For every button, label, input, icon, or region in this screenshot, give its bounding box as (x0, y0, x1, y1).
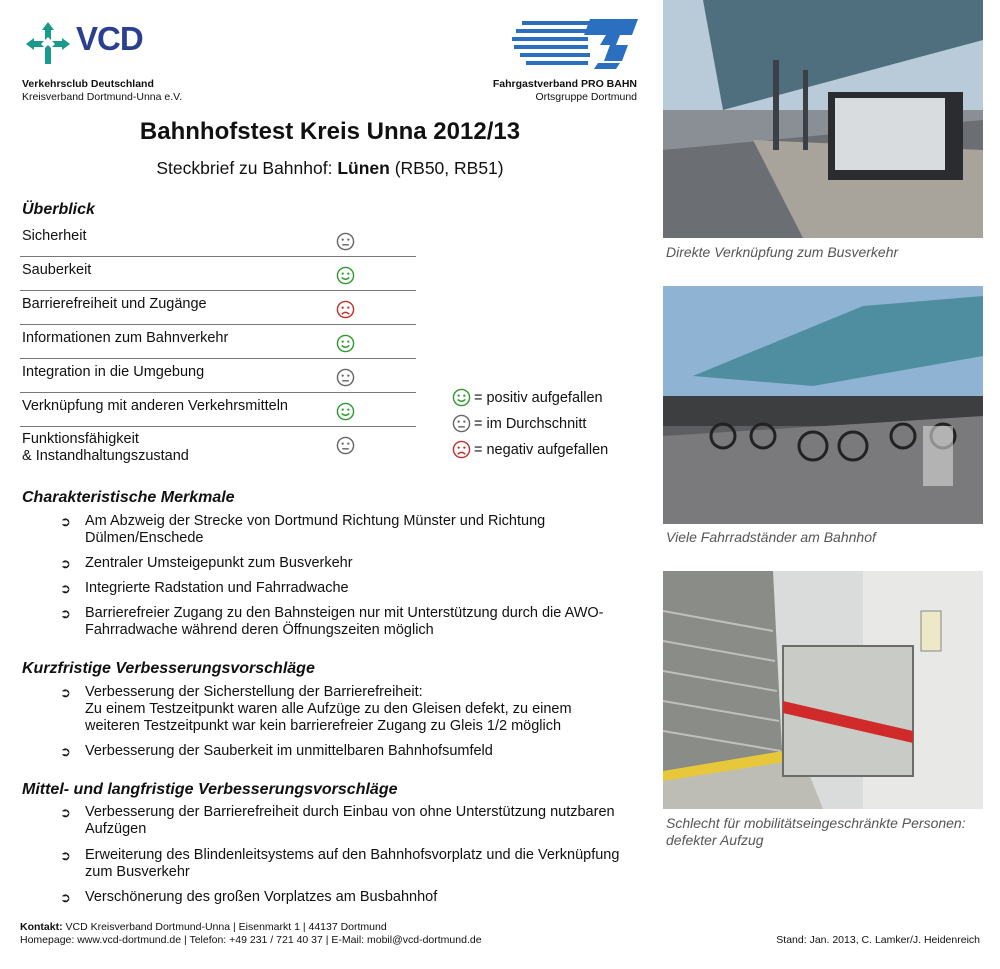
overview-heading: Überblick (22, 201, 95, 218)
photo-caption: Direkte Verknüpfung zum Busverkehr (666, 244, 899, 260)
photo-bicycle-racks (663, 286, 983, 524)
overview-row-label: Funktionsfähigkeit (22, 431, 139, 447)
photo-bus-connection (663, 0, 983, 238)
overview-row-integration (20, 360, 416, 393)
arrow-right-icon: ➲ (60, 805, 71, 820)
probahn-org-branch: Ortsgruppe Dortmund (535, 91, 637, 103)
legend-positive-label: = positiv aufgefallen (474, 390, 603, 406)
footer-homepage: Homepage: www.vcd-dortmund.de | Telefon: +49 231 / 721 40 37 | E-Mail: mobil@vcd-dortmund.de (20, 934, 482, 946)
vcd-org-name: Verkehrsclub Deutschland (22, 78, 154, 90)
arrow-right-icon: ➲ (60, 890, 71, 905)
overview-row-sicherheit (20, 224, 416, 257)
photo-caption-line2: defekter Aufzug (666, 832, 764, 848)
arrow-right-icon: ➲ (60, 848, 71, 863)
overview-row-label: Verknüpfung mit anderen Verkehrsmitteln (22, 398, 288, 414)
legend-neutral-label: = im Durchschnitt (474, 416, 587, 432)
vcd-logo-text: VCD (76, 20, 143, 57)
neutral-face-icon (336, 436, 355, 455)
arrow-right-icon: ➲ (60, 744, 71, 759)
neutral-face-icon (336, 368, 355, 387)
overview-row-funktionsfaehigkeit (20, 428, 416, 468)
page-title: Bahnhofstest Kreis Unna 2012/13 (139, 118, 521, 145)
probahn-logo-icon (512, 15, 640, 71)
probahn-org-name: Fahrgastverband PRO BAHN (492, 78, 637, 90)
overview-row-label: Sicherheit (22, 228, 87, 244)
subtitle-prefix: Steckbrief zu Bahnhof: (156, 158, 338, 178)
legend-negative-label: = negativ aufgefallen (474, 442, 609, 458)
station-lines: (RB50, RB51) (389, 158, 504, 178)
overview-row-sauberkeit (20, 258, 416, 291)
page-subtitle (0, 158, 660, 179)
footer-contact-label: Kontakt: (20, 921, 63, 933)
arrow-right-icon: ➲ (60, 514, 71, 529)
arrow-right-icon: ➲ (60, 556, 71, 571)
footer-contact-text: VCD Kreisverband Dortmund-Unna | Eisenmarkt 1 | 44137 Dortmund (62, 921, 387, 933)
overview-row-label-line2: & Instandhaltungszustand (22, 448, 189, 464)
positive-face-icon (452, 388, 471, 407)
long-term-heading: Mittel- und langfristige Verbesserungsvorschläge (22, 781, 398, 798)
arrow-right-icon: ➲ (60, 685, 71, 700)
footer-contact (20, 921, 387, 933)
overview-row-label: Integration in die Umgebung (22, 364, 205, 380)
negative-face-icon (336, 300, 355, 319)
positive-face-icon (336, 334, 355, 353)
neutral-face-icon (336, 232, 355, 251)
arrow-right-icon: ➲ (60, 581, 71, 596)
overview-row-label: Barrierefreiheit und Zugänge (22, 296, 207, 312)
neutral-face-icon (452, 414, 471, 433)
characteristics-heading: Charakteristische Merkmale (22, 489, 235, 506)
short-term-heading: Kurzfristige Verbesserungsvorschläge (22, 660, 315, 677)
vcd-org-branch: Kreisverband Dortmund-Unna e.V. (22, 91, 183, 103)
station-name: Lünen (337, 158, 390, 178)
negative-face-icon (452, 440, 471, 459)
vcd-logo-icon (24, 20, 72, 66)
photo-caption: Schlecht für mobilitätseingeschränkte Personen: (666, 815, 966, 831)
positive-face-icon (336, 402, 355, 421)
positive-face-icon (336, 266, 355, 285)
overview-row-label: Sauberkeit (22, 262, 92, 278)
overview-row-barrierefreiheit (20, 292, 416, 325)
overview-row-informationen (20, 326, 416, 359)
photo-defect-elevator (663, 571, 983, 809)
footer-stand: Stand: Jan. 2013, C. Lamker/J. Heidenreich (776, 934, 980, 946)
photo-caption: Viele Fahrradständer am Bahnhof (666, 529, 876, 545)
overview-row-verknuepfung (20, 394, 416, 427)
arrow-right-icon: ➲ (60, 606, 71, 621)
overview-row-label: Informationen zum Bahnverkehr (22, 330, 229, 346)
